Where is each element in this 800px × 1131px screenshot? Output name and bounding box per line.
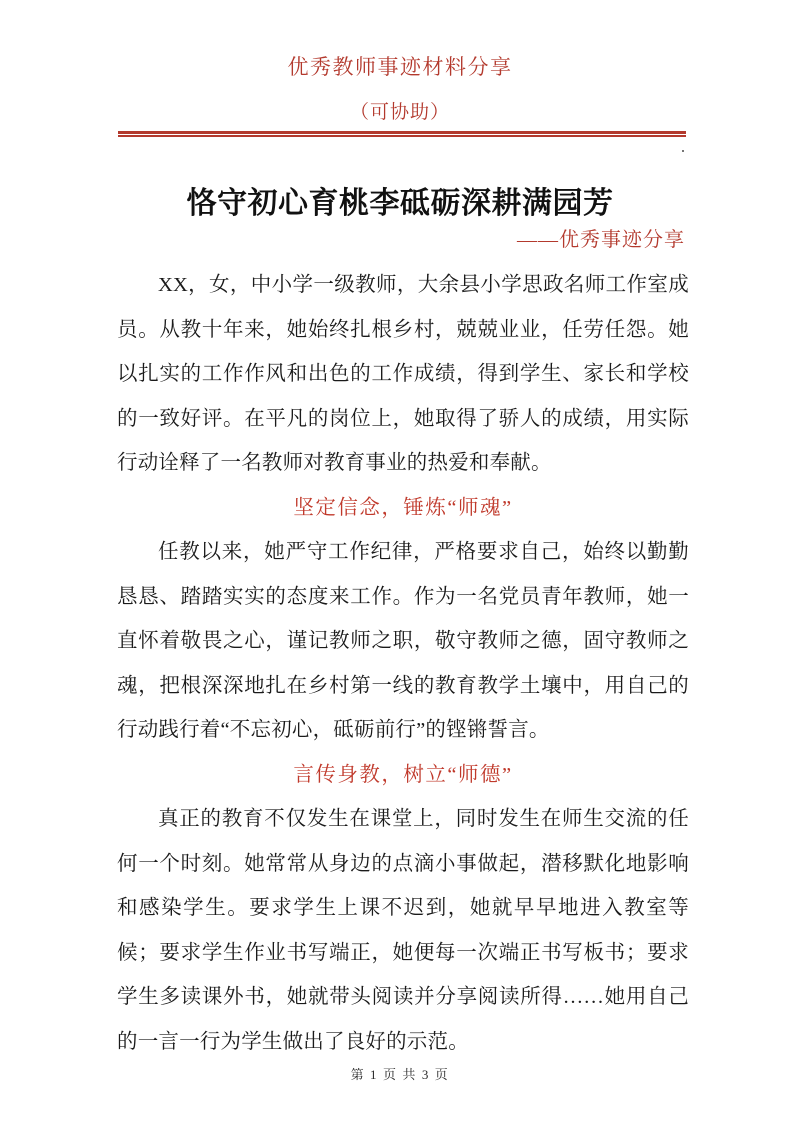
body-paragraph: 真正的教育不仅发生在课堂上，同时发生在师生交流的任何一个时刻。她常常从身边的点滴小事做起，潜移默化地影响和感染学生。要求学生上课不迟到，她就早早地进入教室等候；要求学生作业书写端正，她便每一次端正书写板书；要求学生多读课外书，她就带头阅读并分享阅读所得……她用自己的一言一行为学生做出了良好的示范。 <box>117 808 689 1053</box>
stray-dot-mark <box>682 150 684 152</box>
section-subheading: 坚定信念，锤炼“师魂” <box>293 496 513 519</box>
header-divider-rule <box>118 131 686 137</box>
document-body <box>117 263 689 1064</box>
document-header <box>0 52 800 128</box>
header-subtitle: （可协助） <box>349 102 450 123</box>
divider-thick-bar <box>118 131 686 134</box>
page-title: 恪守初心育桃李砥砺深耕满园芳 <box>186 187 614 221</box>
attribution-line: ——优秀事迹分享 <box>517 229 685 251</box>
page-number-footer: 第 1 页 共 3 页 <box>350 1067 450 1082</box>
body-paragraph: XX，女，中小学一级教师，大余县小学思政名师工作室成员。从教十年来，她始终扎根乡村，兢兢业业，任劳任怨。她以扎实的工作作风和出色的工作成绩，得到学生、家长和学校的一致好评。在平凡的岗位上，她取得了骄人的成绩，用实际行动诠释了一名教师对教育事业的热爱和奉献。 <box>117 274 689 474</box>
divider-thin-bar <box>118 135 686 137</box>
body-paragraph: 任教以来，她严守工作纪律，严格要求自己，始终以勤勤恳恳、踏踏实实的态度来工作。作为一名党员青年教师，她一直怀着敬畏之心，谨记教师之职，敬守教师之德，固守教师之魂，把根深深地扎在乡村第一线的教育教学土壤中，用自己的行动践行着“不忘初心，砥砺前行”的铿锵誓言。 <box>117 541 689 741</box>
header-title: 优秀教师事迹材料分享 <box>287 55 513 79</box>
section-subheading: 言传身教，树立“师德” <box>293 763 513 786</box>
